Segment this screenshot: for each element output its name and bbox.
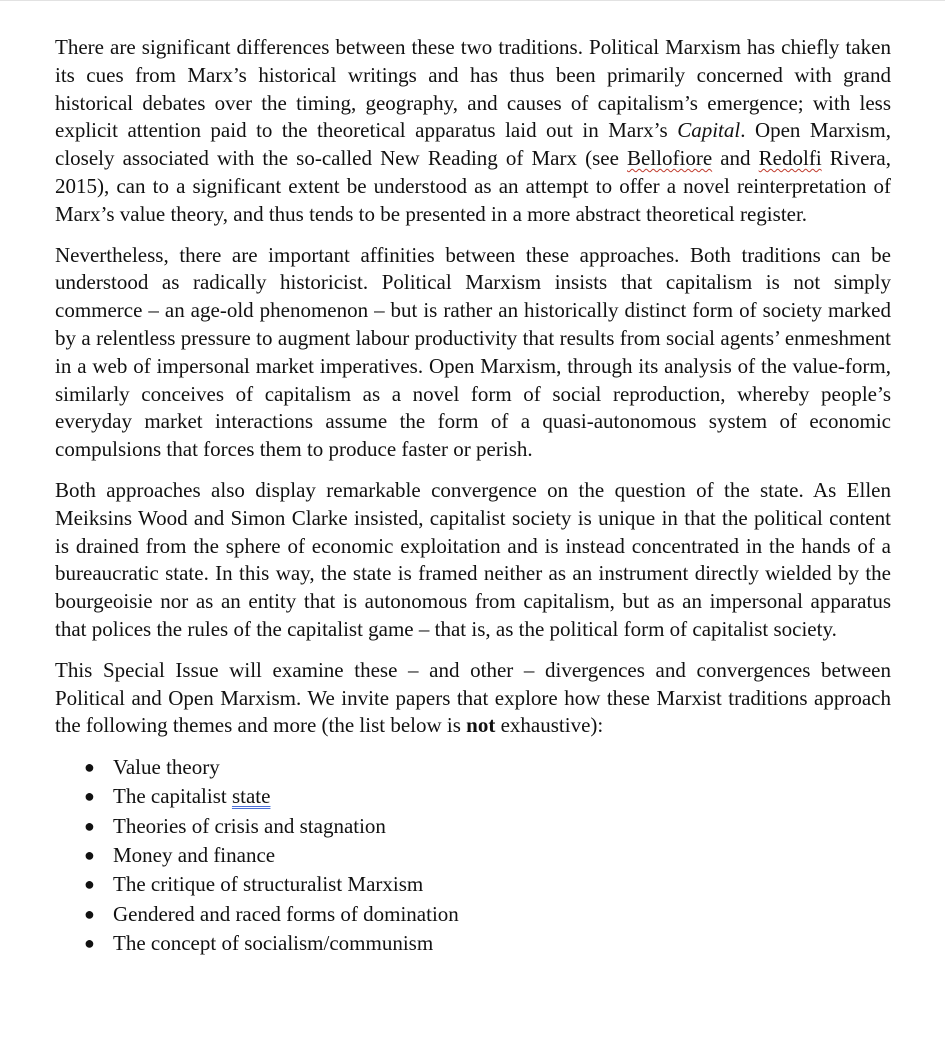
grammar-flag-state[interactable]: state (231, 784, 271, 809)
bullet-icon: ● (84, 903, 95, 924)
paragraph-text: Rivera, 2015), can to a significant extent be understood as an attempt to offer a novel reinterpretation of Marx’s value theory, and thus tends to be presented in a more abstract theoretical register. (55, 146, 891, 226)
list-item (84, 900, 891, 929)
list-item (84, 782, 891, 811)
bullet-icon: ● (84, 874, 95, 895)
bullet-icon: ● (84, 786, 95, 807)
paragraph-special-issue (55, 657, 891, 740)
bullet-icon: ● (84, 757, 95, 778)
spelling-flag-redolfi[interactable]: Redolfi (758, 146, 822, 171)
list-item (84, 870, 891, 899)
list-item-text: Money and finance (113, 843, 276, 868)
themes-list (55, 753, 891, 958)
list-item-text: Value theory (113, 755, 220, 780)
paragraph-traditions-differences (55, 34, 891, 229)
paragraph-state-convergence: Both approaches also display remarkable convergence on the question of the state. As Ellen Meiksins Wood and Simon Clarke insisted, capitalist society is unique in that the political content is drained from the sphere of economic exploitation and is instead concentrated in the hands of a bureaucratic state. In this way, the state is framed neither as an instrument directly wielded by the bourgeoisie nor as an entity that is autonomous from capitalism, but as an impersonal apparatus that polices the rules of the capitalist game – that is, as the political form of capitalist society. (55, 477, 891, 641)
italic-capital: Capital (677, 118, 741, 143)
list-item-text: Theories of crisis and stagnation (113, 813, 386, 838)
list-item-text: The capitalist (113, 784, 232, 809)
document-page (55, 34, 891, 958)
list-item-text: The concept of socialism/communism (113, 930, 434, 955)
paragraph-text: and (712, 146, 759, 171)
list-item-text: Gendered and raced forms of domination (113, 901, 459, 926)
bold-not: not (466, 713, 496, 738)
paragraph-affinities: Nevertheless, there are important affinities between these approaches. Both traditions can be understood as radically historicist. Political Marxism insists that capitalism is not simply commerce – an age-old phenomenon – but is rather an historically distinct form of society marked by a relentless pressure to augment labour productivity that results from social agents’ enmeshment in a web of impersonal market imperatives. Open Marxism, through its analysis of the value-form, similarly conceives of capitalism as a novel form of social reproduction, whereby people’s everyday market interactions assume the form of a quasi-autonomous system of economic compulsions that forces them to produce faster or perish. (55, 242, 891, 462)
paragraph-text: There are significant differences between these two traditions. Political Marxism has chiefly taken its cues from Marx’s historical writings and has thus been primarily concerned with grand historical debates over the timing, geography, and causes of capitalism’s emergence; with less explicit attention paid to the theoretical apparatus laid out in Marx’s (55, 35, 891, 143)
bullet-icon: ● (84, 815, 95, 836)
list-item (84, 753, 891, 782)
list-item (84, 841, 891, 870)
spelling-flag-bellofiore[interactable]: Bellofiore (627, 146, 713, 171)
bullet-icon: ● (84, 932, 95, 953)
paragraph-text: . Open Marxism, closely associated with the so-called New Reading of Marx (see (55, 118, 891, 171)
list-item (84, 812, 891, 841)
list-item-text: The critique of structuralist Marxism (113, 872, 424, 897)
bullet-icon: ● (84, 845, 95, 866)
paragraph-text: This Special Issue will examine these – and other – divergences and convergences between Political and Open Marxism. We invite papers that explore how these Marxist traditions approach the following themes and more (the list below is (55, 657, 891, 738)
list-item (84, 929, 891, 958)
paragraph-text: exhaustive): (495, 713, 604, 738)
